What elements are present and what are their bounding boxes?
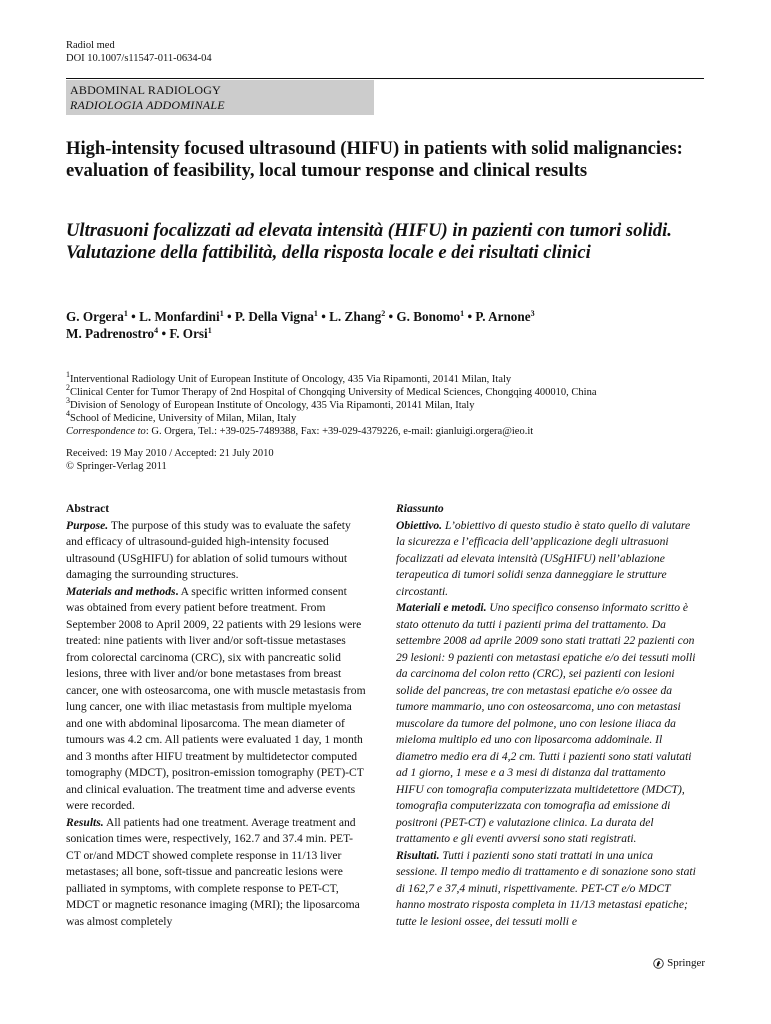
author-name[interactable]: G. Orgera [66,309,124,324]
correspondence-label: Correspondence to [66,426,146,437]
affiliation-text: Division of Senology of European Institute of Oncology, 435 Via Ripamonti, 20141 Milan, Italy [70,400,475,411]
author-affiliation-mark: 1 [219,309,224,318]
affiliation-item [66,383,706,399]
author-affiliation-mark: 1 [207,326,212,335]
author-affiliation-mark: 1 [123,309,128,318]
methods-label: Materials and methods [66,584,176,598]
author-affiliation-mark: 4 [154,326,159,335]
affiliation-number: 3 [66,396,70,405]
author-separator: • [464,309,476,324]
author-line-2 [66,325,706,342]
metodi-label: Materiali e metodi. [396,601,487,614]
title-english: High-intensity focused ultrasound (HIFU) in patients with solid malignancies: evaluation of feasibility, local tumour response and clinical results [66,138,683,181]
author-line-1 [66,308,706,325]
section-label-it: RADIOLOGIA ADDOMINALE [70,98,225,112]
correspondence-text[interactable]: : G. Orgera, Tel.: +39-025-7489388, Fax: +39-029-4379226, e-mail: gianluigi.orgera@ieo.it [145,426,534,437]
abstract-english [66,501,366,930]
author-name[interactable]: M. Padrenostro [66,326,155,341]
author-affiliation-mark: 1 [313,309,318,318]
author-name[interactable]: L. Zhang [329,309,382,324]
affiliation-text: School of Medicine, University of Milan, Milan, Italy [70,413,297,424]
obiettivo-text: L’obiettivo di questo studio è stato quello di valutare la sicurezza e l’efficacia dell’applicazione degli ultrasuoni focalizzati ad elevata intensità (USgHIFU) nell’ablazione terapeutica di tumori solidi senza danneggiare le strutture circostanti. [396,518,691,598]
methods-label-dot: . [175,584,179,598]
author-name[interactable]: L. Monfardini [139,309,220,324]
title-italian: Ultrasuoni focalizzati ad elevata intensità (HIFU) in pazienti con tumori solidi. Valutazione della fattibilità, della risposta locale e dei risultati clinici [66,220,672,263]
risultati-text: Tutti i pazienti sono stati trattati in una unica sessione. Il tempo medio di trattamento e di sonazione sono stati di 162,7 e 37,4 minuti, rispettivamente. PET-CT e/o MDCT hanno mostrato risposta completa in 11/13 metastasi epatiche; tutte le lesioni ossee, dei tessuti molli e [396,848,696,928]
author-separator: • [158,326,170,341]
affiliation-item [66,370,706,386]
risultati-label: Risultati. [396,848,440,862]
publication-dates [66,447,706,473]
affiliation-number: 1 [66,370,70,379]
correspondence-line [66,425,706,438]
results-label: Results. [66,815,104,829]
author-name[interactable]: P. Della Vigna [234,309,314,324]
header-rule [66,78,704,79]
methods-text: A specific written informed consent was obtained from every patient before treatment. From September 2008 to April 2009, 22 patients with 29 lesions were treated: nine patients with liver and/or soft-tissue metastases from colorectal carcinoma (CRC), six with pancreatic solid lesions, three with liver and/or bone metastases from breast cancer, one with osteosarcoma, one with muscle metastasis from lung cancer, one with iliac metastasis from multiple myeloma and one with abdominal liposarcoma. The mean diameter of tumours was 4.2 cm. All patients were evaluated 1 day, 1 month and 3 months after HIFU treatment by multidetector computed tomography (MDCT), positron-emission tomography (PET)-CT and clinical evaluation. The treatment time and adverse events were recorded. [66,584,366,812]
author-affiliation-mark: 2 [381,309,386,318]
metodi-text: Uno specifico consenso informato scritto è stato ottenuto da tutti i pazienti prima del trattamento. Da settembre 2008 ad aprile 2009 sono stati trattati 22 pazienti con 29 lesioni: 9 pazienti con metastasi epatiche e/o dei tessuti molli da carcinoma del colon retto (CRC), sei pazienti con lesioni solide del pancreas, tre con metastasi epatiche e/o ossee da tumore mammario, uno con osteosarcoma, uno con metastasi muscolare da tumore del polmone, uno con lesione iliaca da mieloma multiplo ed uno con liposarcoma addominale. Il diametro medio era di 4,2 cm. Tutti i pazienti sono stati valutati ad 1 giorno, 1 mese e a 3 mesi di distanza dal trattamento HIFU con tomografia computerizzata multidetettore (MDCT), tomografia computerizzata con tomografia ad emissione di positroni (PET-CT) e valutazione clinica. La durata del trattamento e gli eventi avversi sono stati registrati. [396,601,696,845]
affiliation-item [66,396,706,412]
received-accepted-dates: Received: 19 May 2010 / Accepted: 21 July 2010 [66,448,274,459]
purpose-text: The purpose of this study was to evaluate the safety and efficacy of ultrasound-guided high-intensity focused ultrasound (USgHIFU) for ablation of solid tumours without damaging the surrounding structures. [66,518,351,581]
author-name[interactable]: G. Bonomo [396,309,461,324]
author-name[interactable]: F. Orsi [169,326,208,341]
obiettivo-label: Obiettivo. [396,518,443,532]
abstract-body [66,518,366,931]
affiliation-text: Clinical Center for Tumor Therapy of 2nd Hospital of Chongqing University of Medical Sciences, Chongqing 400010, China [70,387,597,398]
purpose-label: Purpose. [66,518,109,532]
publisher-footer [653,957,705,969]
journal-header [66,39,212,65]
abstract-italian [396,501,696,930]
author-affiliation-mark: 1 [460,309,465,318]
riassunto-heading: Riassunto [396,502,444,515]
affiliation-text: Interventional Radiology Unit of European Institute of Oncology, 435 Via Ripamonti, 20141 Milan, Italy [70,374,512,385]
author-separator: • [385,309,397,324]
author-separator: • [127,309,140,324]
affiliation-number: 2 [66,383,70,392]
author-separator: • [317,309,330,324]
section-label-box [66,80,374,115]
publisher-name: Springer [667,957,705,969]
author-affiliation-mark: 3 [530,309,535,318]
affiliation-number: 4 [66,409,70,418]
author-name[interactable]: P. Arnone [475,309,531,324]
author-separator: • [223,309,235,324]
journal-doi: DOI 10.1007/s11547-011-0634-04 [66,53,212,64]
abstract-heading: Abstract [66,502,110,515]
section-label-en: ABDOMINAL RADIOLOGY [70,83,222,97]
copyright-notice: © Springer-Verlag 2011 [66,461,167,472]
author-list [66,308,706,342]
riassunto-body [396,518,696,931]
affiliation-item [66,409,706,425]
affiliation-list [66,370,706,438]
journal-name: Radiol med [66,40,115,51]
results-text: All patients had one treatment. Average treatment and sonication times were, respectively, 162.7 and 37.4 min. PET-CT or/and MDCT showed complete response in 11/13 liver metastases; all bone, soft-tissue and pancreatic lesions were palliated in symptoms, with complete response to PET-CT, MDCT or magnetic resonance imaging (MRI); the liposarcoma was almost completely [66,815,360,928]
springer-horse-icon [653,958,664,969]
